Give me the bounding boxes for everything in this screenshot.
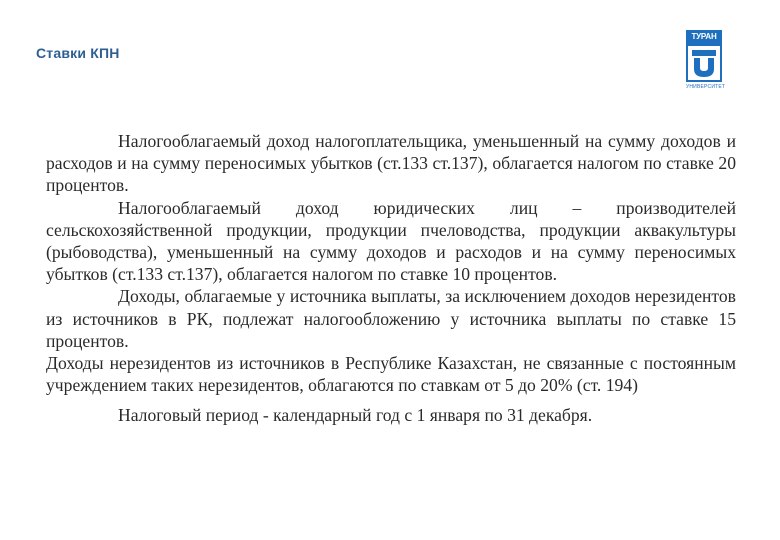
paragraph-withholding-rate: Доходы, облагаемые у источника выплаты, за исключением доходов нерезидентов из источников в РК, подлежат налогообложению у источника выплаты по ставке 15 процентов. [46,286,736,351]
paragraph-agricultural-rate: Налогооблагаемый доход юридических лиц – производителей сельскохозяйственной продукции, продукции пчеловодства, продукции аквакультуры (рыбоводства), уменьшенный на сумму доходов и расходов и на сумму переносимых убытков (ст.133 ст.137), облагается налогом по ставке 10 процентов. [46,197,736,285]
paragraph-general-rate: Налогооблагаемый доход налогоплательщика, уменьшенный на сумму доходов и расходов и на сумму переносимых убытков (ст.133 ст.137), облагается налогом по ставке 20 процентов. [46,131,736,196]
turan-university-logo [686,30,726,92]
logo-u-shape-icon [690,48,718,78]
slide-body [46,130,736,427]
logo-emblem-icon [686,44,722,82]
logo-top-text: ТУРАН [686,30,722,44]
slide-title: Ставки КПН [36,45,120,61]
logo-bottom-text: УНИВЕРСИТЕТ [686,84,726,90]
paragraph-tax-period: Налоговый период - календарный год с 1 января по 31 декабря. [118,405,593,426]
paragraph-nonresident-rate: Доходы нерезидентов из источников в Республике Казахстан, не связанные с постоянным учреждением таких нерезидентов, облагаются по ставкам от 5 до 20% (ст. 194) [46,353,736,396]
